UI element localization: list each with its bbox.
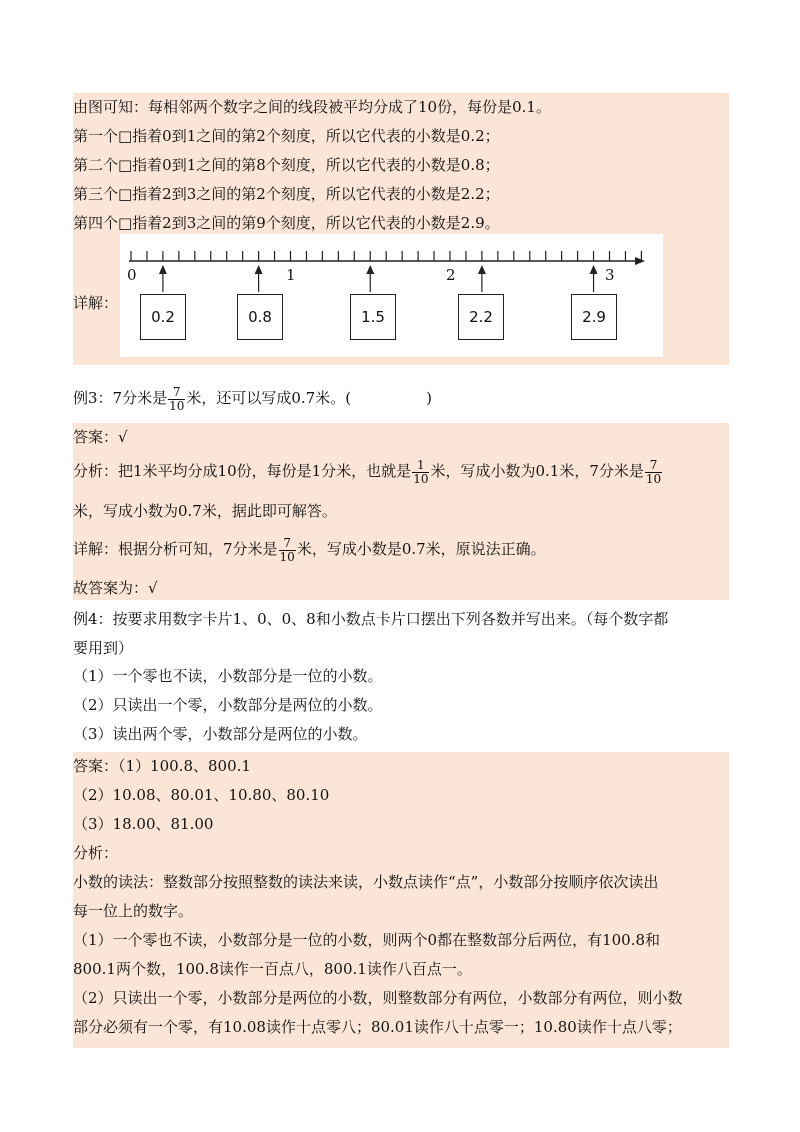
axis-label: 3: [605, 266, 615, 284]
analysis-line: （2）只读出一个零，小数部分是两位的小数，则整数部分有两位，小数部分有两位，则小数: [73, 989, 683, 1007]
numerator: 7: [645, 459, 662, 473]
analysis-line: 米，写成小数为0.7米，据此即可解答。: [73, 502, 337, 520]
numerator: 1: [412, 459, 429, 473]
analysis-line: 部分必须有一个零，有10.08读作十点零八；80.01读作八十点零一；10.80读作十点八零；: [73, 1018, 682, 1036]
pointer-arrowhead: [590, 265, 598, 274]
detail-label: 详解：: [73, 294, 119, 312]
question-item: （3）读出两个零，小数部分是两位的小数。: [73, 725, 368, 743]
pointer-arrowhead: [366, 265, 374, 274]
axis-arrow: [635, 257, 645, 265]
answer-line: （2）10.08、80.01、10.80、80.10: [73, 786, 330, 804]
fraction: [279, 537, 296, 564]
answer-card: 1.5: [350, 294, 396, 340]
analysis-line: （1）一个零也不读，小数部分是一位的小数，则两个0都在整数部分后两位，有100.8和: [73, 931, 661, 949]
detail-text: 米，写成小数是0.7米，原说法正确。: [296, 540, 546, 558]
q-prefix: 例3：7分米是: [73, 389, 168, 407]
numerator: 7: [168, 386, 185, 400]
example4-question: 例4：按要求用数字卡片1、0、0、8和小数点卡片口摆出下列各数并写出来。（每个数字都: [73, 610, 669, 628]
pointer-arrowhead: [255, 265, 263, 274]
text-line: 第一个□指着0到1之间的第2个刻度，所以它代表的小数是0.2；: [73, 127, 500, 145]
pointer-arrowhead: [159, 265, 167, 274]
answer-card: 2.2: [458, 294, 504, 340]
q-suffix: 米，还可以写成0.7米。( ): [186, 389, 432, 407]
example4-question: 要用到）: [73, 639, 134, 657]
denominator: 10: [645, 471, 662, 486]
answer-card: 2.9: [571, 294, 617, 340]
example3-question: [73, 382, 729, 414]
number-line-figure: [120, 234, 663, 357]
axis-label: 1: [286, 266, 296, 284]
analysis-text: 米，写成小数为0.1米，7分米是: [430, 462, 644, 480]
detail-text: 详解：根据分析可知，7分米是: [73, 540, 278, 558]
solution-block-1: [73, 93, 729, 365]
numerator: 7: [279, 537, 296, 551]
fraction: [645, 459, 662, 486]
analysis-line: 小数的读法：整数部分按照整数的读法来读，小数点读作“点”，小数部分按顺序依次读出: [73, 873, 659, 891]
question-item: （2）只读出一个零，小数部分是两位的小数。: [73, 696, 383, 714]
text-line: 第三个□指着2到3之间的第2个刻度，所以它代表的小数是2.2；: [73, 185, 500, 203]
analysis-line: 每一位上的数字。: [73, 902, 194, 920]
text-line: 由图可知：每相邻两个数字之间的线段被平均分成了10份，每份是0.1。: [73, 98, 551, 116]
answer-line: 答案：√: [73, 428, 128, 446]
conclusion-line: 故答案为：√: [73, 579, 158, 597]
denominator: 10: [413, 471, 429, 486]
answer-line: （3）18.00、81.00: [73, 815, 214, 833]
axis-label: 2: [446, 266, 456, 284]
solution-block-3: [73, 752, 729, 1048]
answer-line: 答案：（1）100.8、800.1: [73, 757, 251, 775]
analysis-line: [73, 455, 729, 487]
analysis-text: 分析：把1米平均分成10份，每份是1分米，也就是: [73, 462, 412, 480]
text-line: 第二个□指着0到1之间的第8个刻度，所以它代表的小数是0.8；: [73, 156, 500, 174]
pointer-arrowhead: [478, 265, 486, 274]
text-line: 第四个□指着2到3之间的第9个刻度，所以它代表的小数是2.9。: [73, 214, 500, 232]
solution-block-2: [73, 423, 729, 600]
denominator: 10: [279, 549, 295, 564]
question-item: （1）一个零也不读，小数部分是一位的小数。: [73, 667, 383, 685]
answer-card: 0.8: [237, 294, 283, 340]
fraction: [412, 459, 429, 486]
answer-card: 0.2: [140, 294, 186, 340]
analysis-line: 800.1两个数，100.8读作一百点八，800.1读作八百点一。: [73, 960, 472, 978]
denominator: 10: [169, 398, 185, 413]
detail-line: [73, 533, 729, 565]
axis-label: 0: [127, 266, 137, 284]
analysis-line: 分析：: [73, 844, 119, 862]
fraction: [168, 386, 185, 413]
